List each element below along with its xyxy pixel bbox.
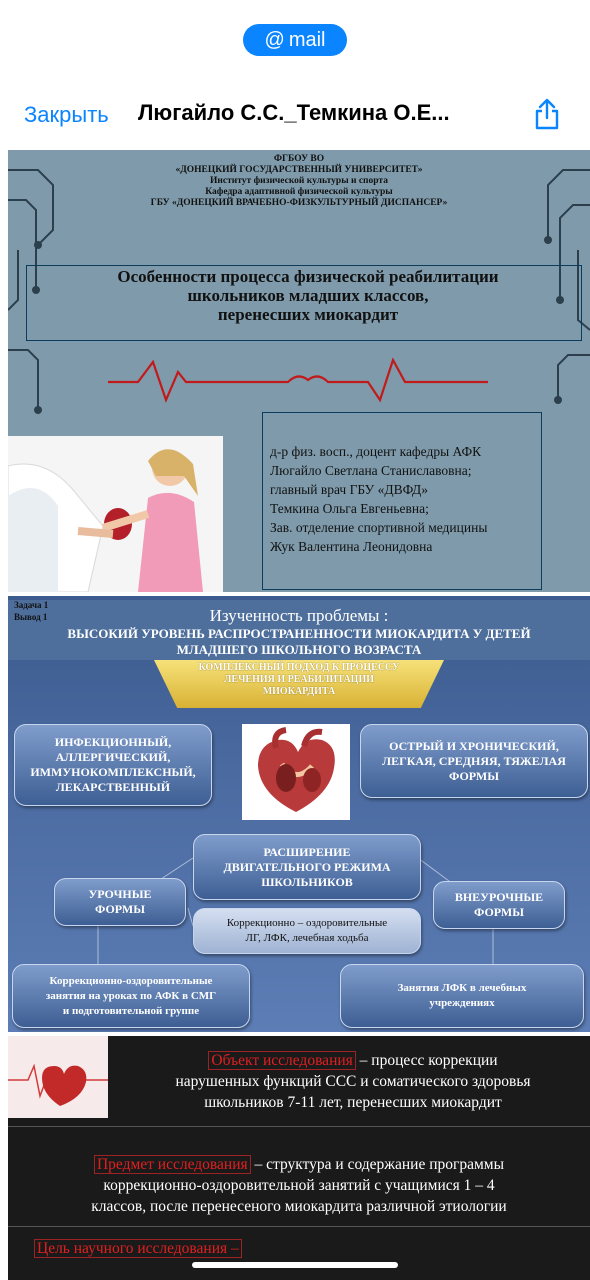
- motor-regime-box: [193, 834, 421, 900]
- box-line: Занятия ЛФК в лечебных: [397, 982, 527, 994]
- goal-block: [34, 1238, 242, 1259]
- slide-problem: [8, 596, 590, 1032]
- box-line: ШКОЛЬНИКОВ: [261, 874, 353, 889]
- subject-label: Предмет исследования: [94, 1155, 251, 1174]
- box-line: РАСШИРЕНИЕ: [263, 844, 351, 859]
- school-classes-box: [12, 964, 250, 1028]
- box-line: учреждениях: [429, 997, 495, 1009]
- subject-text-first: – структура и содержание программы: [250, 1156, 505, 1173]
- author-line: д-р физ. восп., доцент кафедры АФК: [270, 444, 482, 459]
- box-line: АЛЛЕРГИЧЕСКИЙ,: [55, 750, 171, 764]
- box-line: ФОРМЫ: [474, 905, 524, 919]
- object-line: школьников 7-11 лет, перенесших миокардит: [204, 1094, 502, 1111]
- box-line: ДВИГАТЕЛЬНОГО РЕЖИМА: [223, 859, 391, 874]
- slide-title: [8, 150, 590, 592]
- author-line: Темкина Ольга Евгеньевна;: [270, 501, 429, 516]
- subject-block: [8, 1154, 590, 1217]
- subheading-line: ВЫСОКИЙ УРОВЕНЬ РАСПРОСТРАНЕННОСТИ МИОКАРДИТА У ДЕТЕЙ: [67, 626, 531, 641]
- close-button[interactable]: Закрыть: [24, 102, 109, 127]
- share-icon[interactable]: [532, 98, 562, 130]
- object-text-first: – процесс коррекции: [355, 1052, 498, 1069]
- author-line: Зав. отделение спортивной медицины: [270, 520, 488, 535]
- box-line: ЛЕГКАЯ, СРЕДНЯЯ, ТЯЖЕЛАЯ: [382, 753, 566, 768]
- title-line: школьников младших классов,: [187, 286, 429, 305]
- banner-line: ЛЕЧЕНИЯ И РЕАБИЛИТАЦИИ: [223, 674, 375, 685]
- box-line: ВНЕУРОЧНЫЕ: [454, 890, 544, 904]
- box-line: ИММУНОКОМПЛЕКСНЫЙ,: [30, 765, 196, 779]
- mail-back-pill[interactable]: [243, 24, 347, 56]
- etiology-box: [14, 724, 212, 806]
- problem-heading: Изученность проблемы :: [209, 606, 389, 625]
- slide-divider: [8, 1226, 590, 1227]
- slide-divider: [8, 1126, 590, 1127]
- goal-label: Цель научного исследования –: [34, 1239, 242, 1258]
- box-line: ФОРМЫ: [95, 902, 145, 916]
- object-line: нарушенных функций ССС и соматического здоровья: [175, 1073, 531, 1090]
- box-line: и подготовительной группе: [62, 1004, 200, 1017]
- forms-box: [360, 724, 588, 798]
- box-line: занятия на уроках по АФК в СМГ: [45, 989, 217, 1002]
- slide-research: [8, 1036, 590, 1280]
- box-line: ОСТРЫЙ И ХРОНИЧЕСКИЙ,: [389, 738, 559, 753]
- institution-line: Институт физической культуры и спорта: [210, 176, 388, 186]
- document-title: Люгайло С.С._Темкина О.Е...: [138, 100, 450, 125]
- author-line: Люгайло Светлана Станиславовна;: [270, 463, 472, 478]
- box-line: ФОРМЫ: [448, 768, 499, 783]
- mail-pill-label: mail: [288, 28, 326, 51]
- institution-line: ФГБОУ ВО: [273, 154, 325, 164]
- subject-line: коррекционно-оздоровительной занятий с учащимися 1 – 4: [103, 1177, 495, 1194]
- subject-line: классов, после перенесеного миокардита различной этиологии: [91, 1198, 507, 1215]
- box-line: ИНФЕКЦИОННЫЙ,: [54, 735, 172, 749]
- box-line: Коррекционно-оздоровительные: [49, 974, 213, 987]
- banner-line: МИОКАРДИТА: [262, 686, 336, 697]
- at-icon: @: [264, 28, 285, 51]
- home-indicator[interactable]: [192, 1262, 398, 1268]
- box-line: Коррекционно – оздоровительные: [226, 917, 388, 929]
- institution-line: ГБУ «ДОНЕЦКИЙ ВРАЧЕБНО-ФИЗКУЛЬТУРНЫЙ ДИСПАНСЕР»: [150, 198, 448, 208]
- title-line: Особенности процесса физической реабилитации: [117, 267, 499, 286]
- conclusion-tag: Вывод 1: [14, 612, 48, 622]
- author-line: главный врач ГБУ «ДВФД»: [270, 482, 429, 497]
- medical-institutions-box: [340, 964, 584, 1028]
- lesson-forms-box: [54, 878, 186, 926]
- object-block: [118, 1050, 588, 1113]
- subheading-line: МЛАДШЕГО ШКОЛЬНОГО ВОЗРАСТА: [176, 642, 422, 657]
- institution-line: Кафедра адаптивной физической культуры: [205, 187, 393, 197]
- banner-line: КОМПЛЕКСНЫЙ ПОДХОД К ПРОЦЕССУ: [198, 662, 400, 673]
- task-tag: Задача 1: [14, 600, 49, 610]
- title-line: перенесших миокардит: [217, 305, 399, 324]
- object-label: Объект исследования: [208, 1051, 355, 1070]
- institution-line: «ДОНЕЦКИЙ ГОСУДАРСТВЕННЫЙ УНИВЕРСИТЕТ»: [175, 165, 423, 175]
- doctor-child-photo: [8, 436, 223, 592]
- authors-block: [270, 442, 570, 556]
- heart-ecg-image: [8, 1036, 108, 1118]
- institution-header: [8, 154, 590, 209]
- box-line: УРОЧНЫЕ: [88, 887, 152, 901]
- heart-anatomy-image: [242, 724, 350, 820]
- author-line: Жук Валентина Леонидовна: [270, 539, 433, 554]
- corrective-exercise-box: [193, 908, 421, 954]
- presentation-title: [88, 267, 528, 324]
- box-line: ЛЕКАРСТВЕННЫЙ: [55, 780, 171, 794]
- nav-bar: [0, 80, 590, 148]
- extracurricular-forms-box: [433, 881, 565, 929]
- box-line: ЛГ, ЛФК, лечебная ходьба: [245, 932, 369, 944]
